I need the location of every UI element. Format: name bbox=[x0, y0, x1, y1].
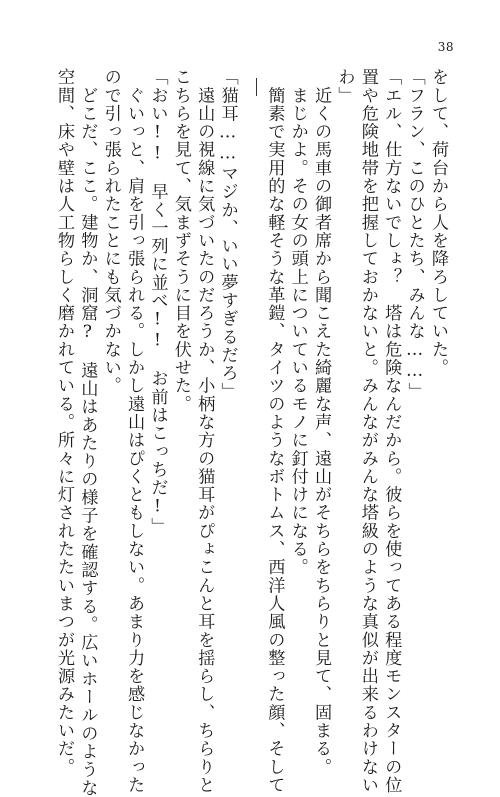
text-line: 簡素で実用的な軽そうな革鎧、タイツのようなボトムス、西洋人風の整った顔、そして bbox=[264, 68, 285, 794]
vertical-text-block bbox=[54, 68, 448, 797]
text-line: 置や危険地帯を把握しておかないと。みんながみんな塔級のような真似が出来るわけない bbox=[357, 68, 378, 794]
text-line: 「おい!! 早く一列に並べ!! お前はこっちだ!」 bbox=[147, 68, 168, 536]
text-line: ので引っ張られたことにも気づかない。 bbox=[100, 68, 121, 395]
text-line: まじかよ。その女の頭上についているモノに釘付けになる。 bbox=[287, 68, 308, 577]
text-line: 遠山の視線に気づいたのだろうか、小柄な方の猫耳がぴょこんと耳を揺らし、ちらりと bbox=[194, 68, 215, 794]
text-line: 「エル、仕方ないでしょ？ 塔は危険なんだから。彼らを使ってある程度モンスターの位 bbox=[381, 68, 402, 794]
text-line: 近くの馬車の御者席から聞こえた綺麗な声、遠山がそちらをちらりと見て、固まる。 bbox=[311, 68, 332, 776]
text-line: ぐいっと、肩を引っ張られる。しかし遠山はぴくともしない。あまり力を感じなかった bbox=[124, 68, 145, 794]
text-line: 「フラン、このひとたち、みんな……」 bbox=[404, 68, 425, 401]
text-line: をして、荷台から人を降ろしていた。 bbox=[428, 68, 448, 377]
text-line: 空間、床や壁は人工物らしく磨かれている。所々に灯されたたいまつが光源みたいだ。 bbox=[54, 68, 74, 776]
text-line: わ」 bbox=[334, 68, 355, 105]
page-number: 38 bbox=[437, 40, 454, 54]
text-line: どこだ、ここ。建物か、洞窟? 遠山はあたりの様子を確認する。広いホールのような bbox=[77, 68, 98, 797]
text-line: 「猫耳……マジか、いい夢すぎるだろ」 bbox=[217, 68, 238, 401]
text-line: こちらを見て、気まずそうに目を伏せた。 bbox=[170, 68, 191, 413]
section-break-rule bbox=[256, 78, 257, 96]
